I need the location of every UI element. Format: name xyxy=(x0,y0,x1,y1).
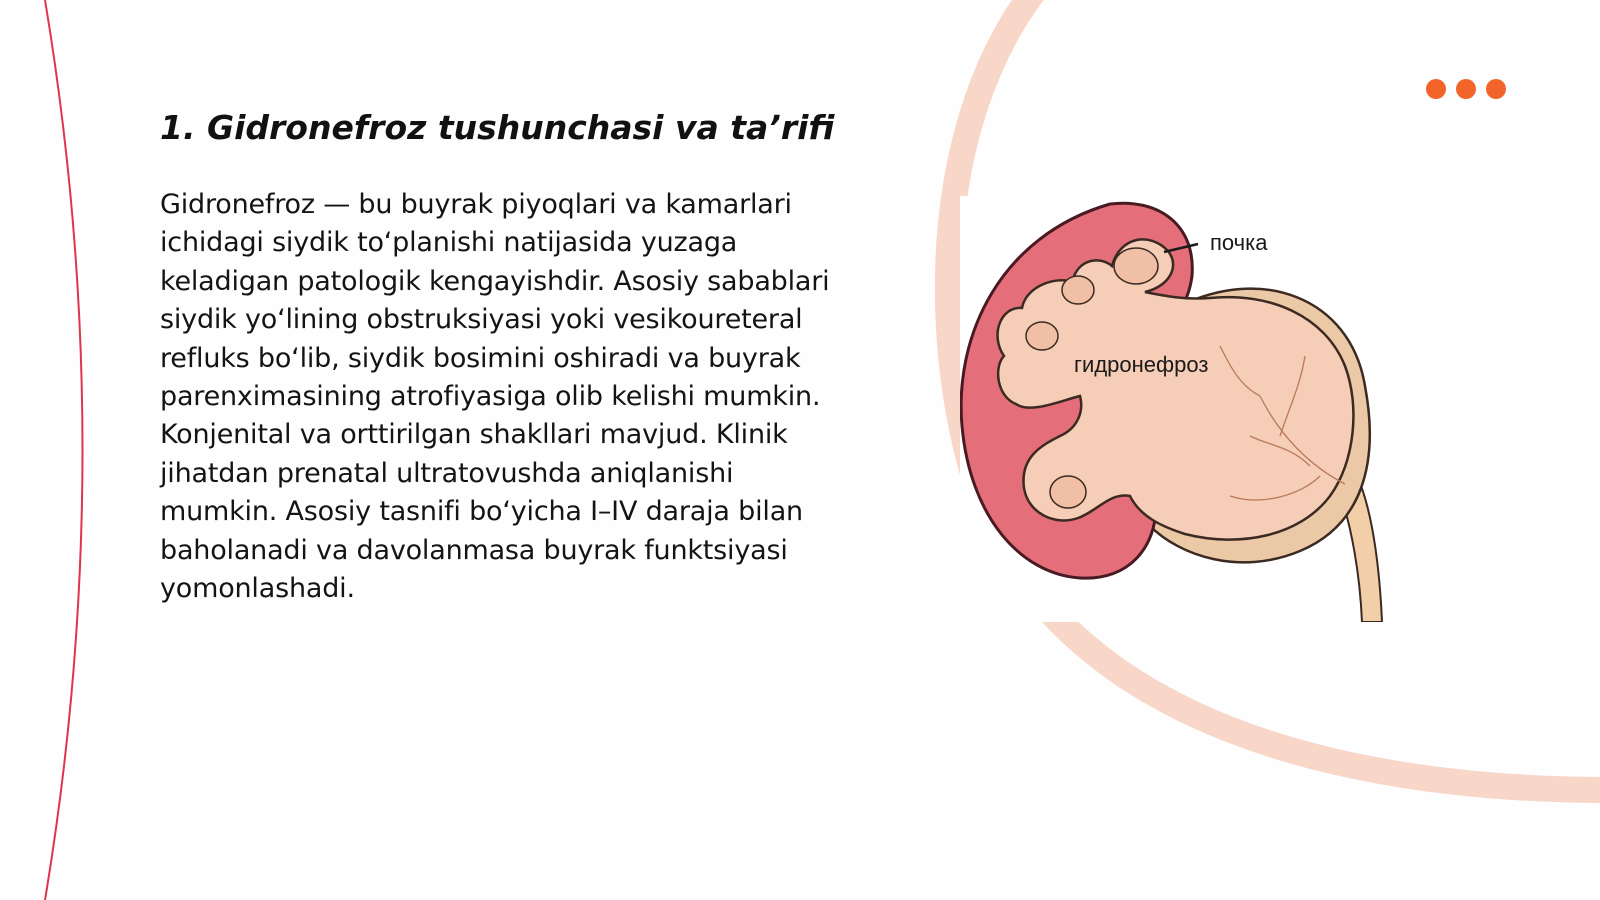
calyx-2 xyxy=(1062,276,1094,304)
more-dots-icon xyxy=(1426,79,1506,99)
kidney-illustration xyxy=(960,196,1420,622)
slide-title: 1. Gidronefroz tushunchasi va ta’rifi xyxy=(160,108,835,147)
calyx-3 xyxy=(1026,322,1058,350)
calyx-4 xyxy=(1050,476,1086,508)
dot-1 xyxy=(1426,79,1446,99)
dot-2 xyxy=(1456,79,1476,99)
dot-3 xyxy=(1486,79,1506,99)
label-hydronephrosis: гидронефроз xyxy=(1074,352,1209,377)
left-accent-curve xyxy=(45,0,83,900)
kidney-diagram xyxy=(960,196,1420,622)
label-kidney: почка xyxy=(1210,230,1268,255)
calyx-1 xyxy=(1114,248,1158,284)
slide-body-text: Gidronefroz — bu buyrak piyoqlari va kamarlari ichidagi siydik to‘planishi natijasida yuzaga keladigan patologik kengayishdir. Asosiy sabablari siydik yo‘lining obstruksiyasi yoki vesikoureteral refluks bo‘lib, siydik bosimini oshiradi va buyrak parenximasining atrofiyasiga olib kelishi mumkin. Konjenital va orttirilgan shakllari mavjud. Klinik jihatdan prenatal ultratovushda aniqlanishi mumkin. Asosiy tasnifi bo‘yicha I–IV daraja bilan baholanadi va davolanmasa buyrak funktsiyasi yomonlashadi. xyxy=(160,189,830,605)
